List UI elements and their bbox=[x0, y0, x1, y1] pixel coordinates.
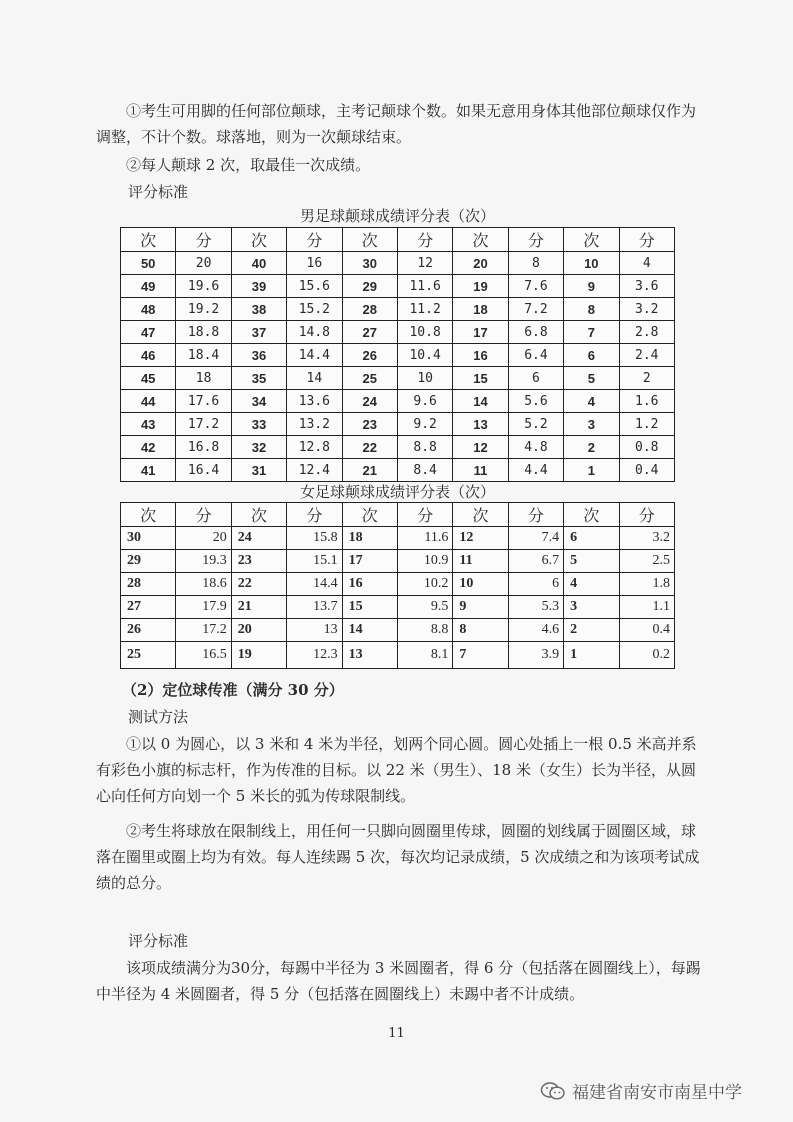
count-cell: 38 bbox=[231, 298, 286, 321]
count-cell: 44 bbox=[121, 390, 176, 413]
score-cell: 5.2 bbox=[508, 413, 563, 436]
column-header: 分 bbox=[287, 228, 342, 252]
method-paragraph-2: ②考生将球放在限制线上，用任何一只脚向圆圈里传球，圆圈的划线属于圆圈区域，球落在圈里或圈上均为有效。每人连续踢 5 次，每次均记录成绩，5 次成绩之和为该项考试成绩的总分。 bbox=[96, 822, 700, 892]
score-cell: 11.6 bbox=[397, 275, 452, 298]
score-cell: 17.9 bbox=[176, 596, 231, 619]
score-cell: 17.2 bbox=[176, 413, 231, 436]
count-cell: 1 bbox=[564, 642, 619, 669]
count-cell: 21 bbox=[231, 596, 286, 619]
wechat-icon bbox=[540, 1081, 566, 1101]
count-cell: 12 bbox=[453, 436, 508, 459]
score-cell: 15.1 bbox=[287, 550, 342, 573]
score-cell: 4 bbox=[619, 252, 674, 275]
score-cell: 14.8 bbox=[287, 321, 342, 344]
score-cell: 4.6 bbox=[508, 619, 563, 642]
count-cell: 47 bbox=[121, 321, 176, 344]
count-cell: 18 bbox=[342, 527, 397, 550]
count-cell: 25 bbox=[121, 642, 176, 669]
table-row bbox=[121, 436, 675, 459]
count-cell: 42 bbox=[121, 436, 176, 459]
score-cell: 6 bbox=[508, 573, 563, 596]
score-cell: 12.8 bbox=[287, 436, 342, 459]
count-cell: 29 bbox=[121, 550, 176, 573]
count-cell: 9 bbox=[564, 275, 619, 298]
score-cell: 7.2 bbox=[508, 298, 563, 321]
scoring-paragraph: 该项成绩满分为30分，每踢中半径为 3 米圆圈者，得 6 分（包括落在圆圈线上），每踢中半径为 4 米圆圈者，得 5 分（包括落在圆圈线上）未踢中者不计成绩。 bbox=[96, 959, 701, 1003]
count-cell: 32 bbox=[231, 436, 286, 459]
count-cell: 43 bbox=[121, 413, 176, 436]
score-cell: 12.4 bbox=[287, 459, 342, 482]
score-cell: 5.6 bbox=[508, 390, 563, 413]
count-cell: 2 bbox=[564, 436, 619, 459]
score-cell: 19.3 bbox=[176, 550, 231, 573]
count-cell: 36 bbox=[231, 344, 286, 367]
score-cell: 6.4 bbox=[508, 344, 563, 367]
count-cell: 3 bbox=[564, 596, 619, 619]
score-cell: 1.8 bbox=[619, 573, 674, 596]
count-cell: 48 bbox=[121, 298, 176, 321]
count-cell: 21 bbox=[342, 459, 397, 482]
count-cell: 46 bbox=[121, 344, 176, 367]
score-cell: 10.8 bbox=[397, 321, 452, 344]
score-cell: 18.8 bbox=[176, 321, 231, 344]
score-cell: 16 bbox=[287, 252, 342, 275]
score-cell: 1.1 bbox=[619, 596, 674, 619]
column-header: 次 bbox=[231, 228, 286, 252]
score-cell: 11.6 bbox=[397, 527, 452, 550]
column-header: 分 bbox=[176, 228, 231, 252]
score-cell: 14.4 bbox=[287, 344, 342, 367]
count-cell: 6 bbox=[564, 344, 619, 367]
table-row bbox=[121, 275, 675, 298]
score-cell: 8.8 bbox=[397, 619, 452, 642]
count-cell: 27 bbox=[121, 596, 176, 619]
count-cell: 28 bbox=[342, 298, 397, 321]
column-header: 分 bbox=[287, 503, 342, 527]
score-cell: 13 bbox=[287, 619, 342, 642]
count-cell: 8 bbox=[453, 619, 508, 642]
table-row bbox=[121, 413, 675, 436]
count-cell: 24 bbox=[231, 527, 286, 550]
count-cell: 50 bbox=[121, 252, 176, 275]
count-cell: 2 bbox=[564, 619, 619, 642]
count-cell: 20 bbox=[231, 619, 286, 642]
count-cell: 40 bbox=[231, 252, 286, 275]
count-cell: 20 bbox=[453, 252, 508, 275]
scoring-standard-label: 评分标准 bbox=[128, 183, 189, 201]
count-cell: 29 bbox=[342, 275, 397, 298]
score-cell: 18.6 bbox=[176, 573, 231, 596]
score-cell: 19.6 bbox=[176, 275, 231, 298]
table-row bbox=[121, 550, 675, 573]
count-cell: 10 bbox=[564, 252, 619, 275]
count-cell: 4 bbox=[564, 390, 619, 413]
table-row bbox=[121, 252, 675, 275]
count-cell: 1 bbox=[564, 459, 619, 482]
score-cell: 20 bbox=[176, 527, 231, 550]
score-cell: 4.4 bbox=[508, 459, 563, 482]
count-cell: 26 bbox=[342, 344, 397, 367]
score-cell: 16.8 bbox=[176, 436, 231, 459]
count-cell: 13 bbox=[453, 413, 508, 436]
count-cell: 13 bbox=[342, 642, 397, 669]
column-header: 次 bbox=[342, 228, 397, 252]
score-cell: 19.2 bbox=[176, 298, 231, 321]
table-row bbox=[121, 619, 675, 642]
count-cell: 7 bbox=[453, 642, 508, 669]
count-cell: 5 bbox=[564, 367, 619, 390]
count-cell: 15 bbox=[342, 596, 397, 619]
score-cell: 8.4 bbox=[397, 459, 452, 482]
count-cell: 4 bbox=[564, 573, 619, 596]
count-cell: 14 bbox=[342, 619, 397, 642]
column-header: 分 bbox=[619, 228, 674, 252]
score-cell: 15.8 bbox=[287, 527, 342, 550]
count-cell: 5 bbox=[564, 550, 619, 573]
count-cell: 28 bbox=[121, 573, 176, 596]
column-header: 分 bbox=[508, 228, 563, 252]
count-cell: 23 bbox=[342, 413, 397, 436]
count-cell: 6 bbox=[564, 527, 619, 550]
count-cell: 3 bbox=[564, 413, 619, 436]
score-cell: 20 bbox=[176, 252, 231, 275]
score-cell: 1.6 bbox=[619, 390, 674, 413]
score-cell: 12 bbox=[397, 252, 452, 275]
table-row bbox=[121, 459, 675, 482]
score-cell: 15.6 bbox=[287, 275, 342, 298]
count-cell: 17 bbox=[342, 550, 397, 573]
score-cell: 6 bbox=[508, 367, 563, 390]
score-cell: 3.2 bbox=[619, 298, 674, 321]
table-row bbox=[121, 298, 675, 321]
count-cell: 17 bbox=[453, 321, 508, 344]
count-cell: 7 bbox=[564, 321, 619, 344]
count-cell: 27 bbox=[342, 321, 397, 344]
score-cell: 7.6 bbox=[508, 275, 563, 298]
score-cell: 17.2 bbox=[176, 619, 231, 642]
score-cell: 6.8 bbox=[508, 321, 563, 344]
column-header: 次 bbox=[121, 228, 176, 252]
count-cell: 8 bbox=[564, 298, 619, 321]
score-cell: 4.8 bbox=[508, 436, 563, 459]
score-cell: 13.7 bbox=[287, 596, 342, 619]
column-header: 分 bbox=[176, 503, 231, 527]
score-cell: 0.4 bbox=[619, 459, 674, 482]
score-cell: 13.6 bbox=[287, 390, 342, 413]
score-cell: 8.1 bbox=[397, 642, 452, 669]
score-cell: 0.2 bbox=[619, 642, 674, 669]
count-cell: 34 bbox=[231, 390, 286, 413]
score-cell: 1.2 bbox=[619, 413, 674, 436]
column-header: 次 bbox=[453, 228, 508, 252]
count-cell: 19 bbox=[231, 642, 286, 669]
test-method-label: 测试方法 bbox=[128, 708, 189, 726]
rule-paragraph-2: ②每人颠球 2 次，取最佳一次成绩。 bbox=[126, 156, 371, 174]
table-row bbox=[121, 573, 675, 596]
watermark bbox=[540, 1078, 742, 1103]
score-cell: 15.2 bbox=[287, 298, 342, 321]
count-cell: 11 bbox=[453, 550, 508, 573]
score-cell: 3.9 bbox=[508, 642, 563, 669]
score-cell: 16.5 bbox=[176, 642, 231, 669]
section-2-standard-label: 评分标准 bbox=[128, 932, 189, 950]
table-row bbox=[121, 367, 675, 390]
score-cell: 9.6 bbox=[397, 390, 452, 413]
column-header: 分 bbox=[397, 228, 452, 252]
score-cell: 2 bbox=[619, 367, 674, 390]
count-cell: 49 bbox=[121, 275, 176, 298]
count-cell: 35 bbox=[231, 367, 286, 390]
count-cell: 11 bbox=[453, 459, 508, 482]
count-cell: 10 bbox=[453, 573, 508, 596]
count-cell: 31 bbox=[231, 459, 286, 482]
column-header: 分 bbox=[508, 503, 563, 527]
female-table-caption: 女足球颠球成绩评分表（次） bbox=[299, 483, 495, 501]
count-cell: 41 bbox=[121, 459, 176, 482]
score-cell: 14 bbox=[287, 367, 342, 390]
score-cell: 8.8 bbox=[397, 436, 452, 459]
count-cell: 30 bbox=[342, 252, 397, 275]
table-row bbox=[121, 642, 675, 669]
male-table-caption: 男足球颠球成绩评分表（次） bbox=[299, 207, 495, 225]
score-cell: 2.8 bbox=[619, 321, 674, 344]
female-score-table bbox=[120, 502, 675, 669]
count-cell: 45 bbox=[121, 367, 176, 390]
column-header: 次 bbox=[453, 503, 508, 527]
score-cell: 9.2 bbox=[397, 413, 452, 436]
column-header: 分 bbox=[619, 503, 674, 527]
count-cell: 23 bbox=[231, 550, 286, 573]
score-cell: 6.7 bbox=[508, 550, 563, 573]
score-cell: 10.4 bbox=[397, 344, 452, 367]
rule-paragraph-1: ①考生可用脚的任何部位颠球，主考记颠球个数。如果无意用身体其他部位颠球仅作为调整，不计个数。球落地，则为一次颠球结束。 bbox=[96, 102, 697, 146]
count-cell: 12 bbox=[453, 527, 508, 550]
score-cell: 7.4 bbox=[508, 527, 563, 550]
count-cell: 22 bbox=[342, 436, 397, 459]
page-number: 11 bbox=[388, 1026, 405, 1041]
watermark-text: 福建省南安市南星中学 bbox=[572, 1083, 742, 1103]
count-cell: 39 bbox=[231, 275, 286, 298]
score-cell: 12.3 bbox=[287, 642, 342, 669]
column-header: 次 bbox=[231, 503, 286, 527]
table-row bbox=[121, 344, 675, 367]
count-cell: 24 bbox=[342, 390, 397, 413]
count-cell: 25 bbox=[342, 367, 397, 390]
score-cell: 3.6 bbox=[619, 275, 674, 298]
table-row bbox=[121, 321, 675, 344]
score-cell: 18 bbox=[176, 367, 231, 390]
score-cell: 5.3 bbox=[508, 596, 563, 619]
score-cell: 0.8 bbox=[619, 436, 674, 459]
count-cell: 15 bbox=[453, 367, 508, 390]
column-header: 次 bbox=[564, 228, 619, 252]
column-header: 次 bbox=[564, 503, 619, 527]
score-cell: 13.2 bbox=[287, 413, 342, 436]
count-cell: 18 bbox=[453, 298, 508, 321]
table-row bbox=[121, 596, 675, 619]
score-cell: 3.2 bbox=[619, 527, 674, 550]
column-header: 次 bbox=[121, 503, 176, 527]
score-cell: 14.4 bbox=[287, 573, 342, 596]
table-row bbox=[121, 390, 675, 413]
count-cell: 33 bbox=[231, 413, 286, 436]
male-score-table bbox=[120, 227, 675, 482]
column-header: 分 bbox=[397, 503, 452, 527]
score-cell: 2.4 bbox=[619, 344, 674, 367]
score-cell: 8 bbox=[508, 252, 563, 275]
count-cell: 16 bbox=[342, 573, 397, 596]
score-cell: 18.4 bbox=[176, 344, 231, 367]
count-cell: 37 bbox=[231, 321, 286, 344]
column-header: 次 bbox=[342, 503, 397, 527]
score-cell: 9.5 bbox=[397, 596, 452, 619]
count-cell: 16 bbox=[453, 344, 508, 367]
count-cell: 26 bbox=[121, 619, 176, 642]
table-row bbox=[121, 527, 675, 550]
score-cell: 16.4 bbox=[176, 459, 231, 482]
score-cell: 0.4 bbox=[619, 619, 674, 642]
score-cell: 10 bbox=[397, 367, 452, 390]
count-cell: 30 bbox=[121, 527, 176, 550]
count-cell: 22 bbox=[231, 573, 286, 596]
score-cell: 2.5 bbox=[619, 550, 674, 573]
method-paragraph-1: ①以 0 为圆心，以 3 米和 4 米为半径，划两个同心圆。圆心处插上一根 0.5 米高并系有彩色小旗的标志杆，作为传准的目标。以 22 米（男生）、18 米（女生）长为半径，从圆心向任何方向划一个 5 米长的弧为传球限制线。 bbox=[96, 735, 697, 805]
section-2-heading: （2）定位球传准（满分 30 分） bbox=[122, 681, 344, 699]
score-cell: 10.9 bbox=[397, 550, 452, 573]
count-cell: 9 bbox=[453, 596, 508, 619]
score-cell: 17.6 bbox=[176, 390, 231, 413]
score-cell: 11.2 bbox=[397, 298, 452, 321]
score-cell: 10.2 bbox=[397, 573, 452, 596]
count-cell: 14 bbox=[453, 390, 508, 413]
count-cell: 19 bbox=[453, 275, 508, 298]
